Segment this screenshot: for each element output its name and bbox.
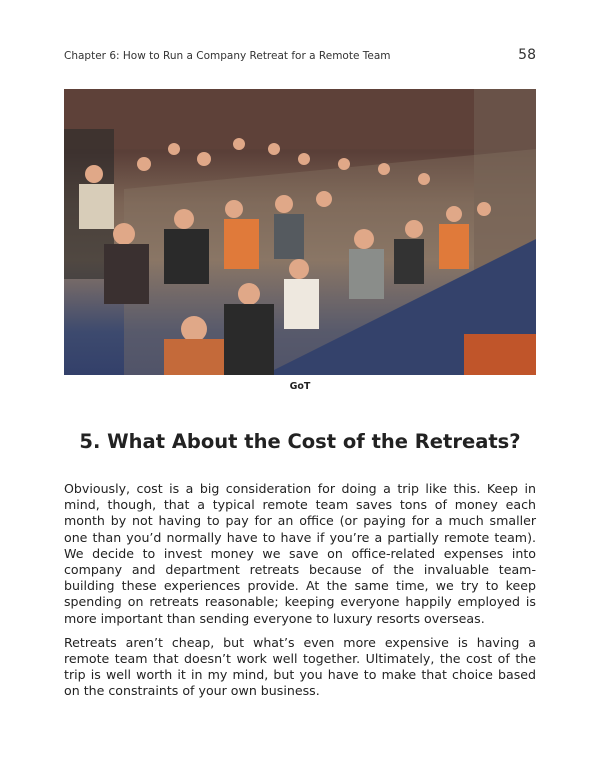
paragraph: Obviously, cost is a big consideration for doing a trip like this. Keep in mind, though, that a typical remote team saves tons of money each month by not having to pay for an office (or paying for a much smaller one than you’d normally have to have if you’re a partially remote team). We decide to invest money we save on office-related expenses into company and department retreats because of the invaluable team-building these experiences provide. At the same time, we try to keep spending on retreats reasonable; keeping everyone happily employed is more important than sending everyone to luxury resorts overseas. <box>64 481 536 626</box>
body-text <box>64 481 536 708</box>
section-heading: 5. What About the Cost of the Retreats? <box>79 430 521 453</box>
running-header: Chapter 6: How to Run a Company Retreat for a Remote Team <box>64 50 391 62</box>
page-number: 58 <box>518 47 536 63</box>
figure-caption: GoT <box>289 381 311 392</box>
audience-photo <box>64 89 536 375</box>
paragraph: Retreats aren’t cheap, but what’s even more expensive is having a remote team that doesn’t work well together. Ultimately, the cost of the trip is well worth it in my mind, but you have to make that choice based on the constraints of your own business. <box>64 634 536 699</box>
